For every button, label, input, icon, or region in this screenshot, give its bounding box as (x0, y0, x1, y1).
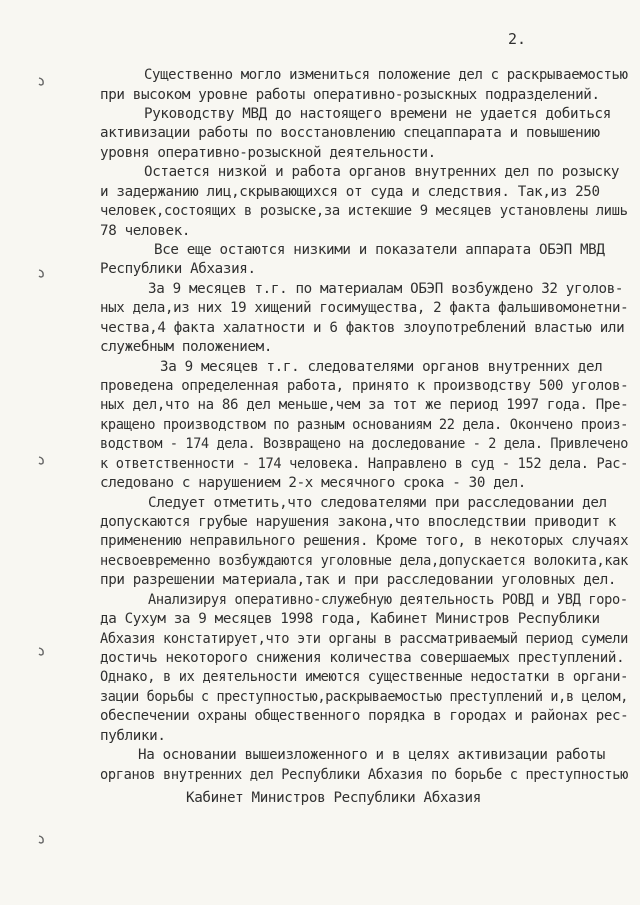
text-line: ных дела,из них 19 хищений госимущества, 2 факта фальшивомонетни- (100, 300, 629, 316)
text-line: проведена определенная работа, принято к производству 500 уголов- (100, 378, 629, 394)
page-number: 2. (508, 30, 527, 48)
text-line: публики. (100, 728, 166, 744)
punch-hole-mark-icon (36, 646, 48, 658)
text-line: уровня оперативно-розыскной деятельности. (100, 145, 436, 161)
text-line: Руководству МВД до настоящего времени не удается добиться (144, 106, 611, 122)
text-line: служебным положением. (100, 339, 273, 355)
text-line: при высоком уровне работы оперативно-розыскных подразделений. (100, 87, 600, 103)
text-line: 78 человек. (100, 223, 191, 239)
text-line: водством - 174 дела. Возвращено на доследование - 2 дела. Привлечено (100, 436, 629, 452)
punch-hole-mark-icon (36, 76, 48, 88)
text-line: допускаются грубые нарушения закона,что впоследствии приводит к (100, 514, 617, 530)
text-line: достичь некоторого снижения количества совершаемых преступлений. (100, 650, 625, 666)
text-line: кращено производством по разным основаниям 22 дела. Окончено произ- (100, 417, 628, 433)
text-line: при разрешении материала,так и при расследовании уголовных дел. (100, 572, 617, 588)
text-line: Остается низкой и работа органов внутренних дел по розыску (144, 164, 620, 180)
text-line: органов внутренних дел Республики Абхазия по борьбе с преступностью (100, 767, 628, 783)
text-line: Однако, в их деятельности имеются существенные недостатки в органи- (100, 669, 628, 685)
text-line: несвоевременно возбуждаются уголовные дела,допускается волокита,как (100, 553, 628, 569)
text-line: Анализируя оперативно-служебную деятельность РОВД и УВД горо- (148, 592, 628, 608)
text-line: Следует отметить,что следователями при расследовании дел (148, 495, 607, 511)
text-line: Абхазия констатирует,что эти органы в рассматриваемый период сумели (100, 631, 628, 647)
punch-hole-mark-icon (36, 455, 48, 467)
text-line: да Сухум за 9 месяцев 1998 года, Кабинет Министров Республики (100, 611, 600, 627)
text-line: человек,состоящих в розыске,за истекшие 9 месяцев установлены лишь (100, 203, 628, 219)
text-line: Существенно могло измениться положение дел с раскрываемостью (144, 67, 628, 83)
text-line: к ответственности - 174 человека. Направлено в суд - 152 дела. Рас- (100, 456, 628, 472)
text-line: активизации работы по восстановлению спецаппарата и повышению (100, 125, 600, 141)
signature-line: Кабинет Министров Республики Абхазия (186, 790, 481, 806)
text-line: чества,4 факта халатности и 6 фактов злоупотреблений властью или (100, 320, 625, 336)
text-line: ных дел,что на 86 дел меньше,чем за тот же период 1997 года. Пре- (100, 397, 629, 413)
text-line: Все еще остаются низкими и показатели аппарата ОБЭП МВД (154, 242, 605, 258)
text-line: За 9 месяцев т.г. по материалам ОБЭП возбуждено 32 уголов- (148, 281, 624, 297)
text-line: применению неправильного решения. Кроме того, в некоторых случаях (100, 533, 629, 549)
text-line: следовано с нарушением 2-х месячного срока - 30 дел. (100, 475, 526, 491)
text-line: и задержанию лиц,скрывающихся от суда и следствия. Так,из 250 (100, 184, 600, 200)
text-line: На основании вышеизложенного и в целях активизации работы (138, 747, 605, 763)
punch-hole-mark-icon (36, 268, 48, 280)
text-line: Республики Абхазия. (100, 261, 256, 277)
text-line: За 9 месяцев т.г. следователями органов внутренних дел (160, 359, 603, 375)
punch-hole-mark-icon (36, 834, 48, 846)
text-line: зации борьбы с преступностью,раскрываемостью преступлений и,в целом, (100, 689, 629, 705)
text-line: обеспечении охраны общественного порядка в городах и районах рес- (100, 708, 629, 724)
